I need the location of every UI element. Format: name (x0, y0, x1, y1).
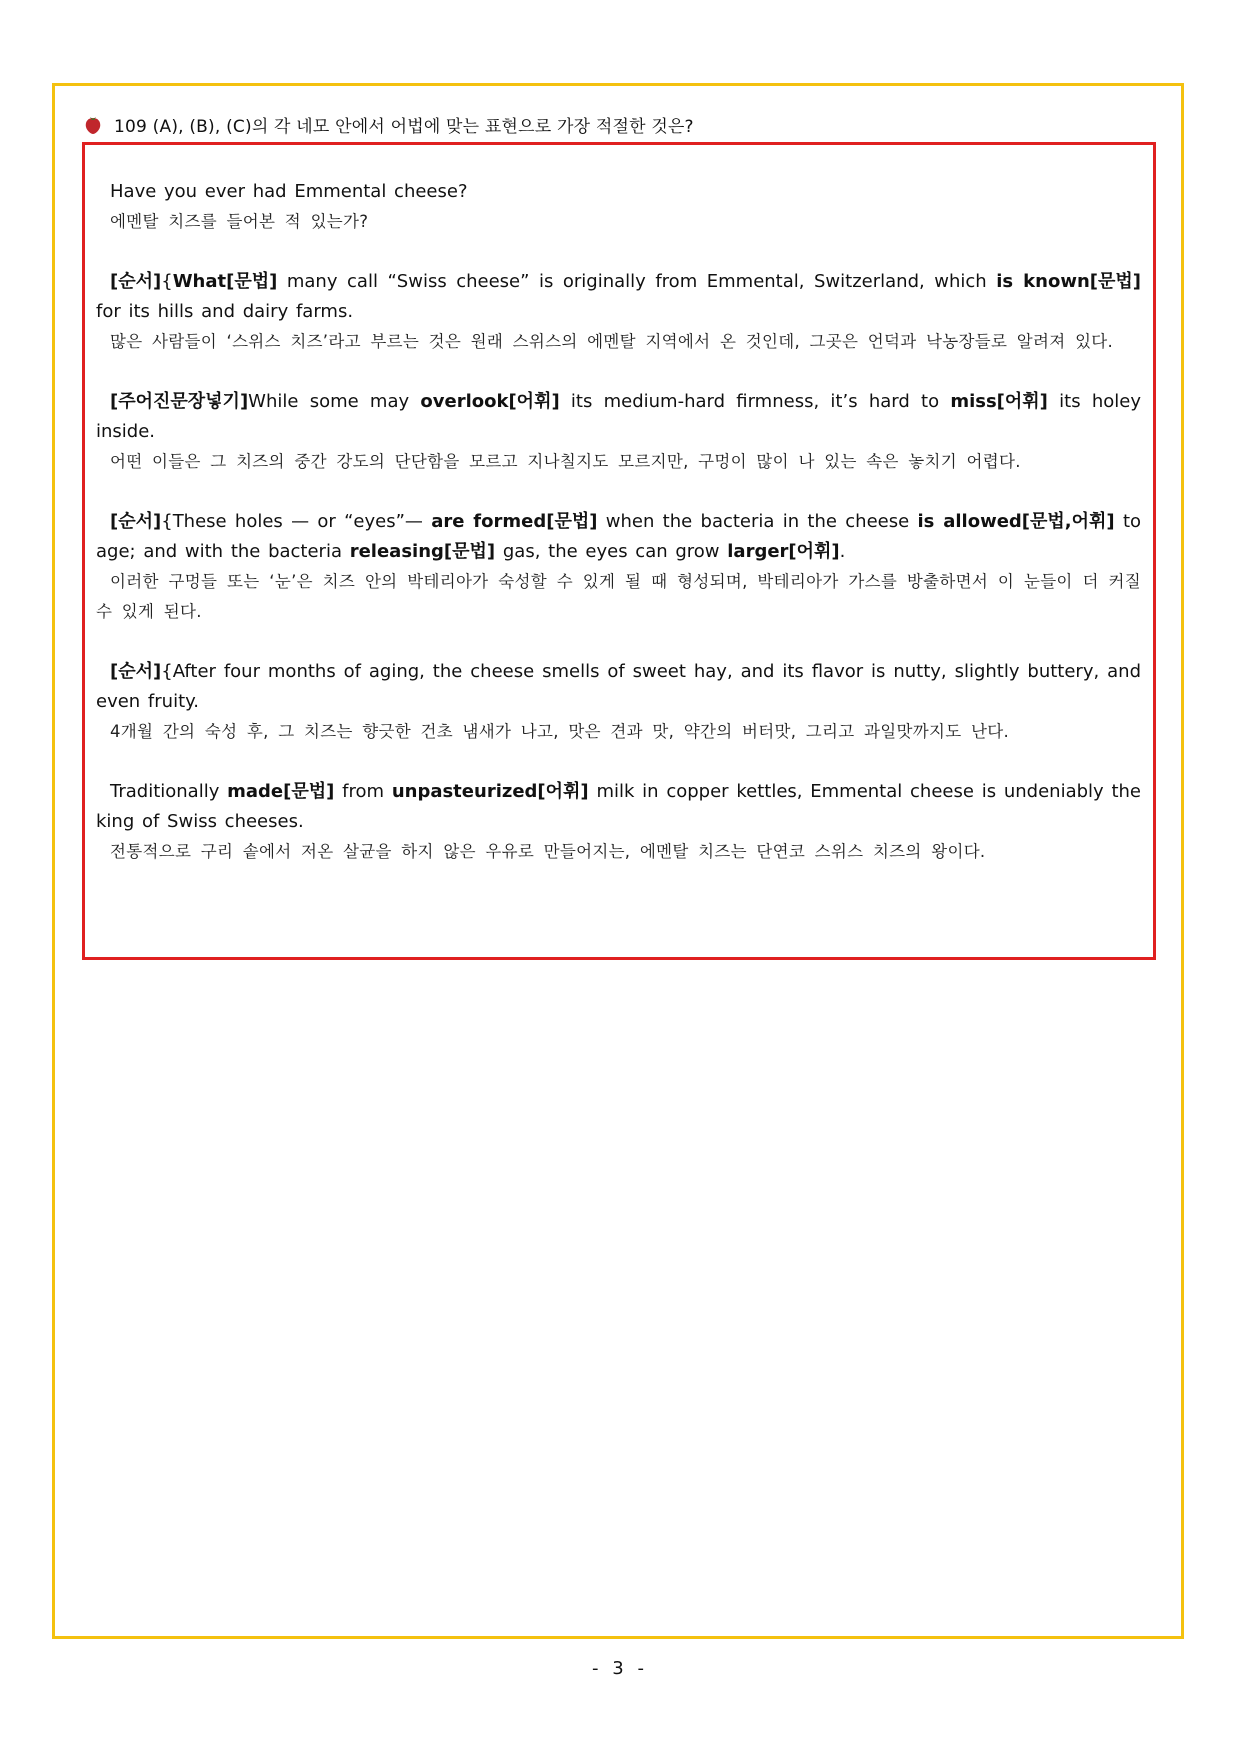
sentence-text: its medium-hard firmness, it’s hard to (559, 391, 951, 412)
english-sentence (96, 387, 1141, 447)
english-sentence (96, 507, 1141, 567)
passage-paragraph-6 (96, 777, 1141, 867)
passage-box (82, 142, 1156, 960)
grammar-keyword: is allowed[문법,어휘] (917, 511, 1115, 532)
sentence-text: its holey inside. (96, 391, 1141, 442)
sentence-text: when the bacteria in the cheese (597, 511, 918, 532)
brace-mark: { (161, 511, 173, 532)
korean-translation: 많은 사람들이 ‘스위스 치즈’라고 부르는 것은 원래 스위스의 에멘탈 지역에서 온 것인데, 그곳은 언덕과 낙농장들로 알려져 있다. (110, 332, 1114, 351)
brace-mark: { (161, 661, 173, 682)
sentence-text: for its hills and dairy farms. (96, 301, 354, 322)
sentence-text: from (334, 781, 392, 802)
english-sentence (96, 657, 1141, 717)
english-sentence (96, 777, 1141, 837)
sentence-text: These holes — or “eyes”— (172, 511, 432, 532)
vocab-keyword: overlook[어휘] (420, 391, 560, 412)
question-text: 109 (A), (B), (C)의 각 네모 안에서 어법에 맞는 표현으로 가장 적절한 것은? (114, 117, 694, 137)
grammar-keyword: releasing[문법] (349, 541, 496, 562)
korean-translation: 이러한 구멍들 또는 ‘눈’은 치즈 안의 박테리아가 숙성할 수 있게 될 때 형성되며, 박테리아가 가스를 방출하면서 이 눈들이 더 커질 수 있게 된다. (96, 572, 1141, 621)
passage-paragraph-1 (96, 177, 1141, 237)
sentence-text: to age; and with the bacteria (96, 511, 1142, 562)
grammar-keyword: is known[문법] (996, 271, 1141, 292)
vocab-keyword: miss[어휘] (950, 391, 1048, 412)
insert-sentence-tag: [주어진문장넣기] (110, 391, 249, 412)
page-number: - 3 - (592, 1658, 648, 1679)
passage-paragraph-4 (96, 507, 1141, 627)
korean-translation: 에멘탈 치즈를 들어본 적 있는가? (110, 212, 369, 231)
english-sentence (96, 177, 1141, 207)
sentence-text: . (839, 541, 846, 562)
strawberry-bullet-icon (84, 115, 102, 135)
sentence-text: gas, the eyes can grow (495, 541, 728, 562)
sentence-text: Have you ever had Emmental cheese? (110, 181, 468, 202)
sentence-text: After four months of aging, the cheese smells of sweet hay, and its flavor is nutty, slightly buttery, and even fruity. (96, 661, 1141, 712)
order-tag: [순서] (110, 661, 162, 682)
english-sentence (96, 267, 1141, 327)
brace-mark: { (161, 271, 173, 292)
grammar-keyword: are formed[문법] (431, 511, 598, 532)
sentence-text: many call “Swiss cheese” is originally from Emmental, Switzerland, which (277, 271, 997, 292)
order-tag: [순서] (110, 271, 162, 292)
question-header (84, 112, 694, 137)
sentence-text: While some may (248, 391, 421, 412)
passage-paragraph-3 (96, 387, 1141, 477)
order-tag: [순서] (110, 511, 162, 532)
sentence-text: Traditionally (110, 781, 228, 802)
korean-translation: 4개월 간의 숙성 후, 그 치즈는 향긋한 건초 냄새가 나고, 맛은 견과 맛, 약간의 버터맛, 그리고 과일맛까지도 난다. (110, 722, 1010, 741)
korean-translation: 어떤 이들은 그 치즈의 중간 강도의 단단함을 모르고 지나칠지도 모르지만, 구멍이 많이 나 있는 속은 놓치기 어렵다. (110, 452, 1021, 471)
grammar-keyword: made[문법] (227, 781, 335, 802)
vocab-keyword: larger[어휘] (727, 541, 840, 562)
vocab-keyword: unpasteurized[어휘] (391, 781, 589, 802)
grammar-keyword: What[문법] (172, 271, 278, 292)
passage-paragraph-5 (96, 657, 1141, 747)
korean-translation: 전통적으로 구리 솥에서 저온 살균을 하지 않은 우유로 만들어지는, 에멘탈 치즈는 단연코 스위스 치즈의 왕이다. (110, 842, 986, 861)
sentence-text: milk in copper kettles, Emmental cheese is undeniably the king of Swiss cheeses. (96, 781, 1141, 832)
passage-paragraph-2 (96, 267, 1141, 357)
